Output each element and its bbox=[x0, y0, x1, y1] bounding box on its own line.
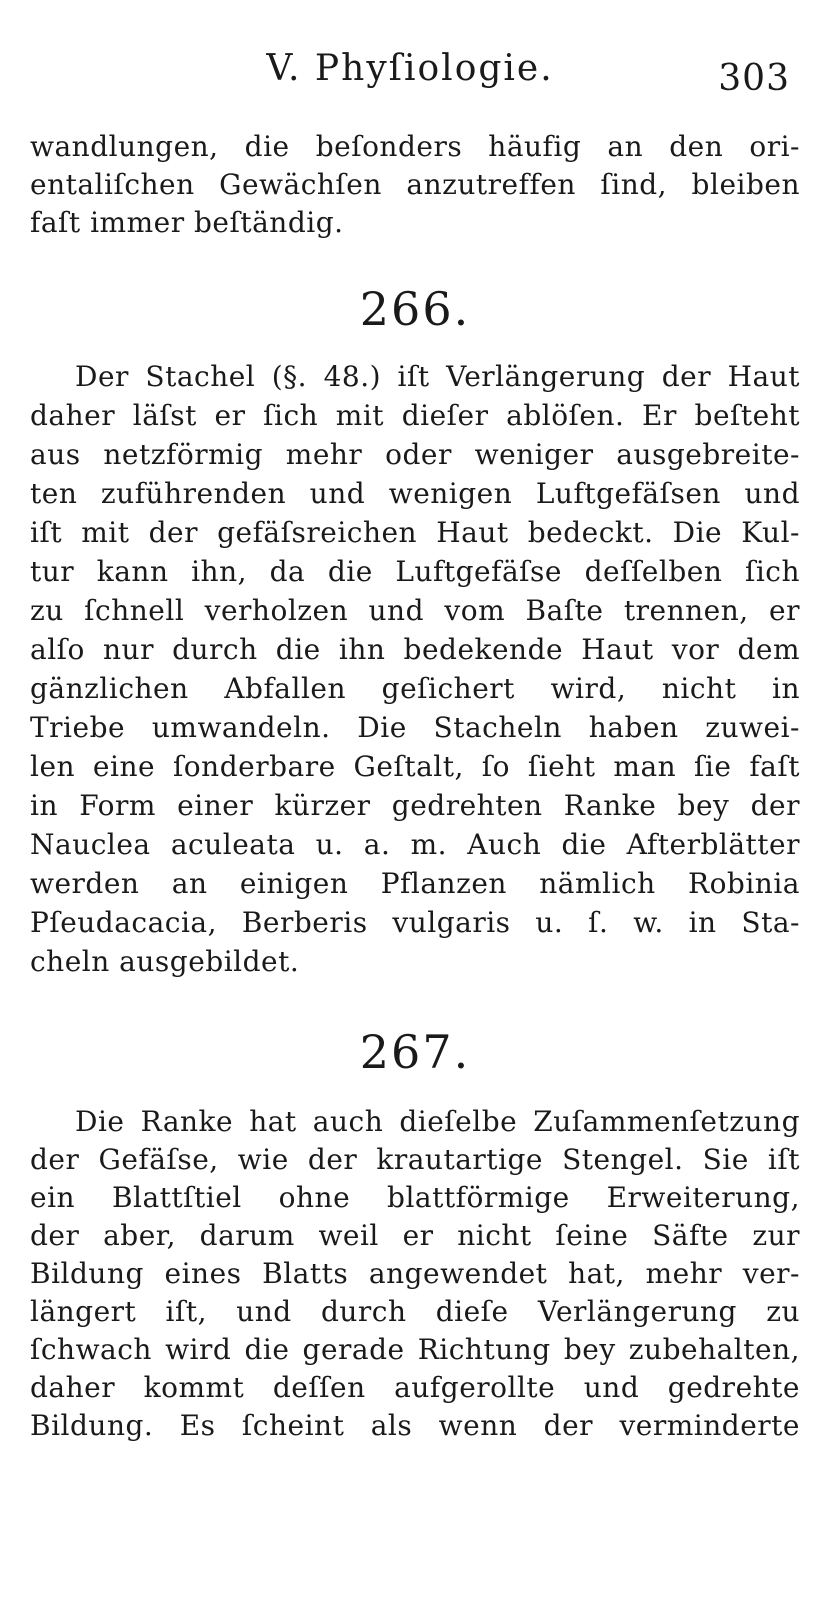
text-line: Nauclea aculeata u. a. m. Auch die Afterblätter bbox=[30, 828, 800, 861]
text-line: Die Ranke hat auch dieſelbe Zuſammenſetzung bbox=[75, 1105, 800, 1138]
text-line: gänzlichen Abfallen geſichert wird, nicht in bbox=[30, 672, 800, 705]
text-line: wandlungen, die beſonders häufig an den ori- bbox=[30, 130, 800, 163]
text-line: in Form einer kürzer gedrehten Ranke bey der bbox=[30, 789, 800, 822]
text-line: Bildung eines Blatts angewendet hat, mehr ver- bbox=[30, 1257, 800, 1290]
text-line: len eine ſonderbare Geſtalt, ſo ſieht man ſie faſt bbox=[30, 750, 800, 783]
text-line: Der Stachel (§. 48.) iſt Verlängerung der Haut bbox=[75, 360, 800, 393]
text-line: faſt immer beſtändig. bbox=[30, 206, 344, 239]
section-number: 266. bbox=[359, 282, 471, 336]
text-line: werden an einigen Pflanzen nämlich Robinia bbox=[30, 867, 800, 900]
text-line: längert iſt, und durch dieſe Verlängerung zu bbox=[30, 1295, 800, 1328]
text-line: Bildung. Es ſcheint als wenn der verminderte bbox=[30, 1409, 800, 1442]
text-line: ſchwach wird die gerade Richtung bey zubehalten, bbox=[30, 1333, 800, 1366]
text-line: der Gefäſse, wie der krautartige Stengel. Sie iſt bbox=[30, 1143, 800, 1176]
text-line: cheln ausgebildet. bbox=[30, 945, 300, 978]
text-line: entaliſchen Gewächſen anzutreffen ſind, bleiben bbox=[30, 168, 800, 201]
text-line: ein Blattſtiel ohne blattförmige Erweiterung, bbox=[30, 1181, 800, 1214]
text-line: zu ſchnell verholzen und vom Baſte trennen, er bbox=[30, 594, 800, 627]
text-line: alſo nur durch die ihn bedekende Haut vor dem bbox=[30, 633, 800, 666]
text-line: ten zuführenden und wenigen Luftgefäſsen und bbox=[30, 477, 800, 510]
page-header bbox=[30, 40, 790, 100]
text-line: iſt mit der gefäſsreichen Haut bedeckt. Die Kul- bbox=[30, 516, 800, 549]
running-title: V. Phyſiologie. bbox=[266, 48, 554, 89]
text-line: daher kommt deſſen aufgerollte und gedrehte bbox=[30, 1371, 800, 1404]
text-line: der aber, darum weil er nicht ſeine Säfte zur bbox=[30, 1219, 800, 1252]
text-line: Triebe umwandeln. Die Stacheln haben zuwei- bbox=[30, 711, 800, 744]
text-line: aus netzförmig mehr oder weniger ausgebreite- bbox=[30, 438, 800, 471]
section-number: 267. bbox=[359, 1025, 471, 1079]
text-line: Pſeudacacia, Berberis vulgaris u. ſ. w. in Sta- bbox=[30, 906, 800, 939]
text-line: daher läſst er ſich mit dieſer ablöſen. Er beſteht bbox=[30, 399, 800, 432]
page-number: 303 bbox=[718, 58, 790, 99]
text-line: tur kann ihn, da die Luftgefäſse deſſelben ſich bbox=[30, 555, 800, 588]
